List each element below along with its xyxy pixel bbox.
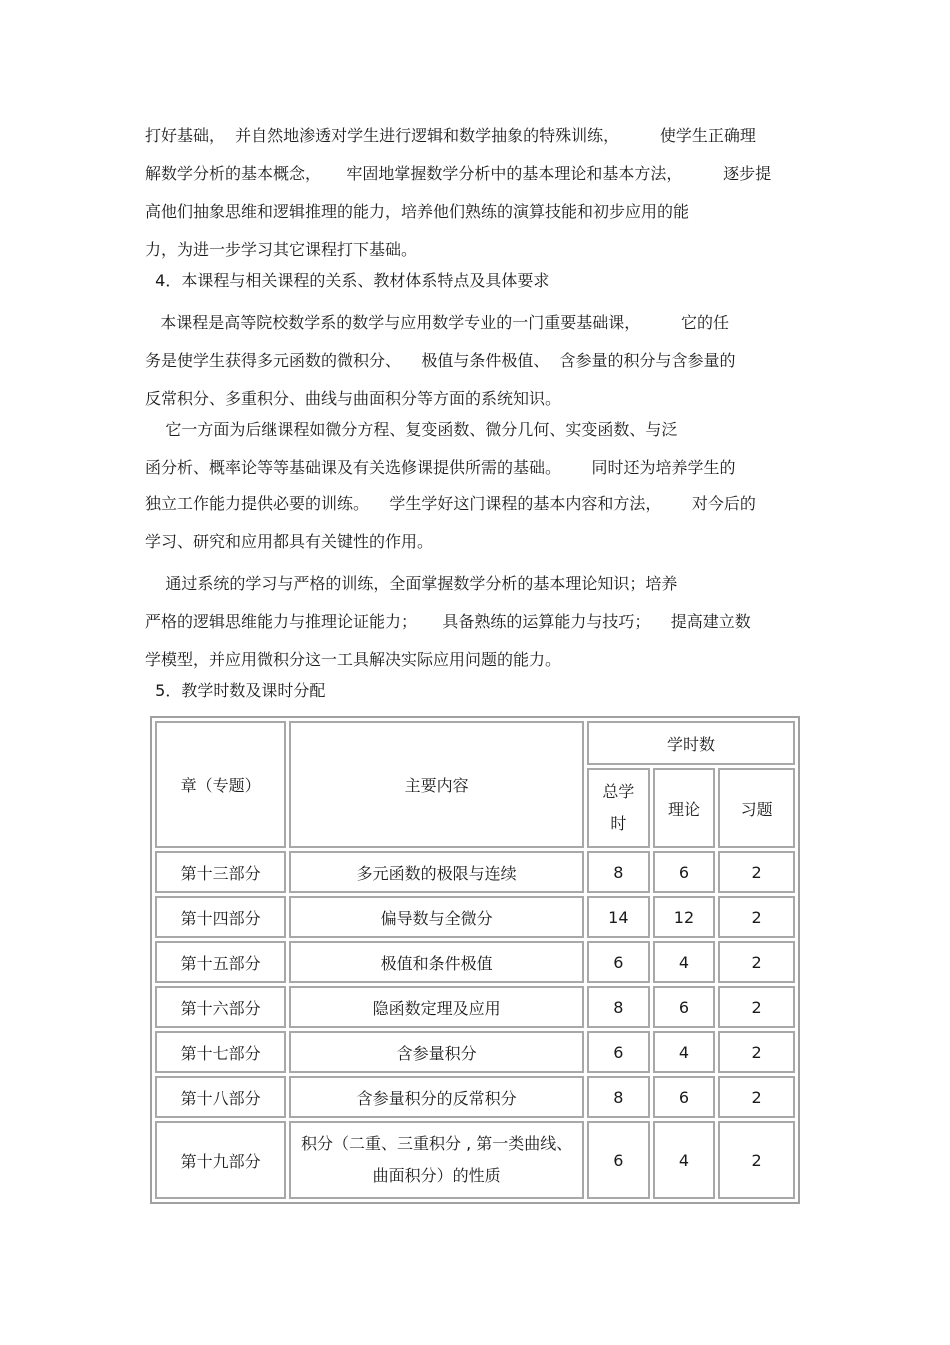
paragraph-line: 学模型，并应用微积分这一工具解决实际应用问题的能力。 bbox=[145, 650, 562, 669]
exercise-cell: 2 bbox=[718, 851, 795, 893]
theory-cell: 6 bbox=[653, 1076, 716, 1118]
content-cell: 隐函数定理及应用 bbox=[289, 986, 584, 1028]
header-exercise: 习题 bbox=[718, 768, 795, 848]
content-cell: 极值和条件极值 bbox=[289, 941, 584, 983]
total-cell: 8 bbox=[587, 851, 650, 893]
chapter-cell: 第十四部分 bbox=[155, 896, 286, 938]
total-cell: 6 bbox=[587, 1031, 650, 1073]
content-cell: 偏导数与全微分 bbox=[289, 896, 584, 938]
exercise-cell: 2 bbox=[718, 986, 795, 1028]
exercise-cell: 2 bbox=[718, 896, 795, 938]
total-cell: 6 bbox=[587, 1121, 650, 1199]
section-heading: 5．教学时数及课时分配 bbox=[145, 681, 326, 700]
paragraph-line: 函分析、概率论等等基础课及有关选修课提供所需的基础。 同时还为培养学生的 bbox=[145, 458, 736, 477]
header-hours: 学时数 bbox=[587, 721, 795, 765]
table-row bbox=[155, 986, 795, 1028]
header-chapter: 章（专题） bbox=[155, 721, 286, 848]
table-row bbox=[155, 1031, 795, 1073]
paragraph-line: 独立工作能力提供必要的训练。 学生学好这门课程的基本内容和方法， 对今后的 bbox=[145, 494, 756, 513]
header-content: 主要内容 bbox=[289, 721, 584, 848]
header-theory: 理论 bbox=[653, 768, 716, 848]
paragraph-line: 力，为进一步学习其它课程打下基础。 bbox=[145, 240, 418, 259]
exercise-cell: 2 bbox=[718, 941, 795, 983]
header-total: 总学 时 bbox=[587, 768, 650, 848]
paragraph-line: 学习、研究和应用都具有关键性的作用。 bbox=[145, 532, 434, 551]
paragraph-line: 解数学分析的基本概念， 牢固地掌握数学分析中的基本理论和基本方法， 逐步提 bbox=[145, 164, 772, 183]
chapter-cell: 第十七部分 bbox=[155, 1031, 286, 1073]
table-row bbox=[155, 851, 795, 893]
paragraph-line: 通过系统的学习与严格的训练，全面掌握数学分析的基本理论知识；培养 bbox=[145, 574, 678, 593]
table-row bbox=[155, 1121, 795, 1199]
exercise-cell: 2 bbox=[718, 1076, 795, 1118]
content-cell: 多元函数的极限与连续 bbox=[289, 851, 584, 893]
theory-cell: 4 bbox=[653, 1031, 716, 1073]
chapter-cell: 第十三部分 bbox=[155, 851, 286, 893]
theory-cell: 12 bbox=[653, 896, 716, 938]
total-cell: 6 bbox=[587, 941, 650, 983]
theory-cell: 4 bbox=[653, 1121, 716, 1199]
theory-cell: 6 bbox=[653, 851, 716, 893]
chapter-cell: 第十六部分 bbox=[155, 986, 286, 1028]
paragraph-line: 它一方面为后继课程如微分方程、复变函数、微分几何、实变函数、与泛 bbox=[145, 420, 678, 439]
table-row bbox=[155, 941, 795, 983]
section-heading: 4．本课程与相关课程的关系、教材体系特点及具体要求 bbox=[145, 271, 550, 290]
paragraph-line: 反常积分、多重积分、曲线与曲面积分等方面的系统知识。 bbox=[145, 389, 562, 408]
table-row bbox=[155, 896, 795, 938]
content-cell: 含参量积分的反常积分 bbox=[289, 1076, 584, 1118]
table-row bbox=[155, 1076, 795, 1118]
chapter-cell: 第十九部分 bbox=[155, 1121, 286, 1199]
paragraph-line: 打好基础， 并自然地渗透对学生进行逻辑和数学抽象的特殊训练， 使学生正确理 bbox=[145, 126, 756, 145]
theory-cell: 4 bbox=[653, 941, 716, 983]
chapter-cell: 第十八部分 bbox=[155, 1076, 286, 1118]
content-cell: 积分（二重、三重积分 , 第一类曲线、 曲面积分）的性质 bbox=[289, 1121, 584, 1199]
paragraph-line: 本课程是高等院校数学系的数学与应用数学专业的一门重要基础课， 它的任 bbox=[145, 313, 729, 332]
content-cell: 含参量积分 bbox=[289, 1031, 584, 1073]
total-cell: 8 bbox=[587, 1076, 650, 1118]
paragraph-line: 务是使学生获得多元函数的微积分、 极值与条件极值、 含参量的积分与含参量的 bbox=[145, 351, 736, 370]
exercise-cell: 2 bbox=[718, 1031, 795, 1073]
paragraph-line: 严格的逻辑思维能力与推理论证能力； 具备熟练的运算能力与技巧； 提高建立数 bbox=[145, 612, 751, 631]
chapter-cell: 第十五部分 bbox=[155, 941, 286, 983]
paragraph-line: 高他们抽象思维和逻辑推理的能力，培养他们熟练的演算技能和初步应用的能 bbox=[145, 202, 690, 221]
total-cell: 14 bbox=[587, 896, 650, 938]
total-cell: 8 bbox=[587, 986, 650, 1028]
hours-table bbox=[150, 716, 800, 1204]
theory-cell: 6 bbox=[653, 986, 716, 1028]
exercise-cell: 2 bbox=[718, 1121, 795, 1199]
